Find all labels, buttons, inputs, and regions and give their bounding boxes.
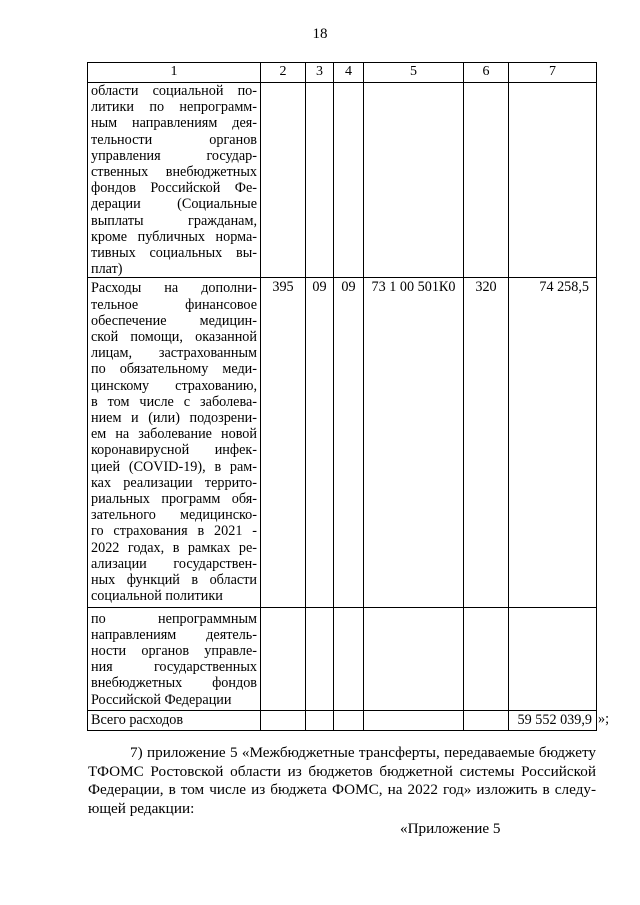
- description-line: фондов Российской Фе-: [91, 180, 257, 197]
- table-header-row: [88, 63, 597, 83]
- rz-cell: [306, 83, 334, 278]
- description-line: ем на заболевание новой: [91, 426, 257, 443]
- header-cell: 7: [509, 63, 597, 83]
- grbs-cell: [261, 607, 306, 710]
- paragraph-line: 7) приложение 5 «Межбюджетные трансферты, передаваемые бюджету: [130, 744, 596, 761]
- grbs-cell: 395: [261, 278, 306, 607]
- table-row: [88, 607, 597, 710]
- description-line: тельное финансовое: [91, 296, 257, 313]
- description-line: го страхования в 2021 -: [91, 523, 257, 540]
- description-line: дерации (Социальные: [91, 196, 257, 213]
- description-line: области социальной по-: [91, 83, 257, 99]
- page-number: 18: [312, 26, 328, 42]
- row-description: [88, 278, 261, 607]
- header-cell: 5: [364, 63, 464, 83]
- description-line: плат): [91, 261, 123, 278]
- paragraph-line: ющей редакции:: [88, 799, 195, 817]
- grbs-cell: [261, 83, 306, 278]
- total-row: [88, 710, 597, 730]
- description-line: ным направлениям дея-: [91, 115, 257, 132]
- header-cell: 4: [334, 63, 364, 83]
- paragraph-line: ТФОМС Ростовской области из бюджетов бюджетной системы Российской: [88, 762, 596, 780]
- description-line: цией (COVID-19), в рам-: [91, 458, 257, 475]
- description-line: по обязательному меди-: [91, 361, 257, 378]
- description-line: цинскому страхованию,: [91, 377, 257, 394]
- rz-cell: [306, 607, 334, 710]
- table-row: [88, 278, 597, 607]
- amount-cell: [509, 607, 597, 710]
- description-line: направлениям деятель-: [91, 626, 257, 643]
- description-line: лицам, застрахованным: [91, 345, 257, 362]
- description-line: социальной политики: [91, 588, 223, 605]
- description-line: в том числе с заболева-: [91, 393, 257, 410]
- empty-cell: [464, 710, 509, 730]
- vr-cell: [464, 607, 509, 710]
- description-line: обеспечение медицин-: [91, 312, 257, 329]
- description-line: выплаты гражданам,: [91, 212, 257, 229]
- description-line: зательного медицинско-: [91, 507, 257, 524]
- total-closing-quote: »;: [598, 711, 610, 727]
- empty-cell: [334, 710, 364, 730]
- csr-cell: [364, 607, 464, 710]
- total-amount: 59 552 039,9: [509, 710, 597, 730]
- amount-cell: 74 258,5: [509, 278, 597, 607]
- description-line: ках реализации террито-: [91, 474, 257, 491]
- description-line: ализации государствен-: [91, 555, 257, 572]
- header-cell: 2: [261, 63, 306, 83]
- row-description: [88, 607, 261, 710]
- description-line: ности органов управле-: [91, 642, 257, 659]
- pr-cell: [334, 83, 364, 278]
- description-line: риальных программ обя-: [91, 491, 257, 508]
- description-line: Расходы на дополни-: [91, 280, 257, 297]
- header-cell: 1: [88, 63, 261, 83]
- description-line: кроме публичных норма-: [91, 228, 257, 245]
- description-line: нием и (или) подозрени-: [91, 410, 257, 427]
- amount-cell: [509, 83, 597, 278]
- csr-cell: 73 1 00 501К0: [364, 278, 464, 607]
- appendix-heading: «Приложение 5: [400, 820, 501, 837]
- vr-cell: [464, 83, 509, 278]
- description-line: ных функций в области: [91, 572, 257, 589]
- description-line: ственных внебюджетных: [91, 164, 257, 181]
- description-line: внебюджетных фондов: [91, 675, 257, 692]
- description-line: ской помощи, оказанной: [91, 329, 257, 346]
- vr-cell: 320: [464, 278, 509, 607]
- description-line: по непрограммным: [91, 610, 257, 627]
- description-line: управления государ-: [91, 147, 257, 164]
- paragraph-line: Федерации, в том числе из бюджета ФОМС, на 2022 год» изложить в следу-: [88, 781, 596, 799]
- description-line: коронавирусной инфек-: [91, 442, 257, 459]
- table-row: [88, 83, 597, 278]
- pr-cell: [334, 607, 364, 710]
- budget-table: [87, 62, 597, 731]
- empty-cell: [261, 710, 306, 730]
- description-line: тельности органов: [91, 131, 257, 148]
- empty-cell: [306, 710, 334, 730]
- empty-cell: [364, 710, 464, 730]
- csr-cell: [364, 83, 464, 278]
- total-label: Всего расходов: [88, 710, 261, 730]
- pr-cell: 09: [334, 278, 364, 607]
- description-line: Российской Федерации: [91, 691, 232, 708]
- amendment-paragraph: [88, 744, 596, 818]
- description-line: ния государственных: [91, 659, 257, 676]
- header-cell: 3: [306, 63, 334, 83]
- description-line: литики по непрограмм-: [91, 99, 257, 116]
- rz-cell: 09: [306, 278, 334, 607]
- description-line: тивных социальных вы-: [91, 245, 257, 262]
- description-line: 2022 годах, в рамках ре-: [91, 539, 257, 556]
- header-cell: 6: [464, 63, 509, 83]
- row-description: [88, 83, 261, 278]
